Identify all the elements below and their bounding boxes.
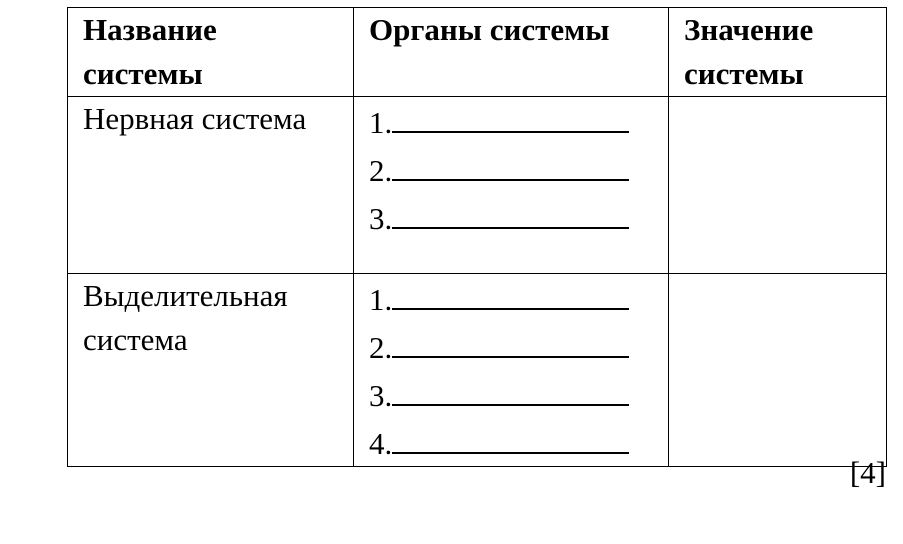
organ-number: 2.: [369, 330, 393, 365]
header-meaning: Значение системы: [669, 8, 887, 97]
organ-blank[interactable]: [369, 193, 653, 241]
organ-blank[interactable]: [369, 145, 653, 193]
answer-line: [392, 370, 629, 406]
answer-line: [392, 97, 629, 133]
organ-number: 4.: [369, 426, 393, 461]
answer-line: [392, 274, 629, 310]
answer-line: [392, 193, 629, 229]
answer-line: [392, 322, 629, 358]
organ-number: 1.: [369, 105, 393, 140]
answer-line: [392, 418, 629, 454]
answer-line: [392, 145, 629, 181]
meaning-cell[interactable]: [669, 97, 887, 274]
table-row: [68, 97, 887, 274]
worksheet-table: [67, 7, 887, 467]
system-name-cell: Выделительная система: [68, 274, 354, 467]
organ-blank[interactable]: [369, 322, 653, 370]
organ-blank[interactable]: [369, 418, 653, 466]
organ-blank[interactable]: [369, 97, 653, 145]
table-row: [68, 274, 887, 467]
table-header-row: [68, 8, 887, 97]
organs-cell: [354, 97, 669, 274]
organ-blank[interactable]: [369, 370, 653, 418]
organ-blank[interactable]: [369, 274, 653, 322]
system-name-cell: Нервная система: [68, 97, 354, 274]
score-marks: [4]: [849, 455, 886, 490]
organ-number: 2.: [369, 153, 393, 188]
header-system-name: Название системы: [68, 8, 354, 97]
meaning-cell[interactable]: [669, 274, 887, 467]
header-organs: Органы системы: [354, 8, 669, 97]
organ-number: 1.: [369, 282, 393, 317]
organs-cell: [354, 274, 669, 467]
organ-number: 3.: [369, 378, 393, 413]
organ-number: 3.: [369, 201, 393, 236]
